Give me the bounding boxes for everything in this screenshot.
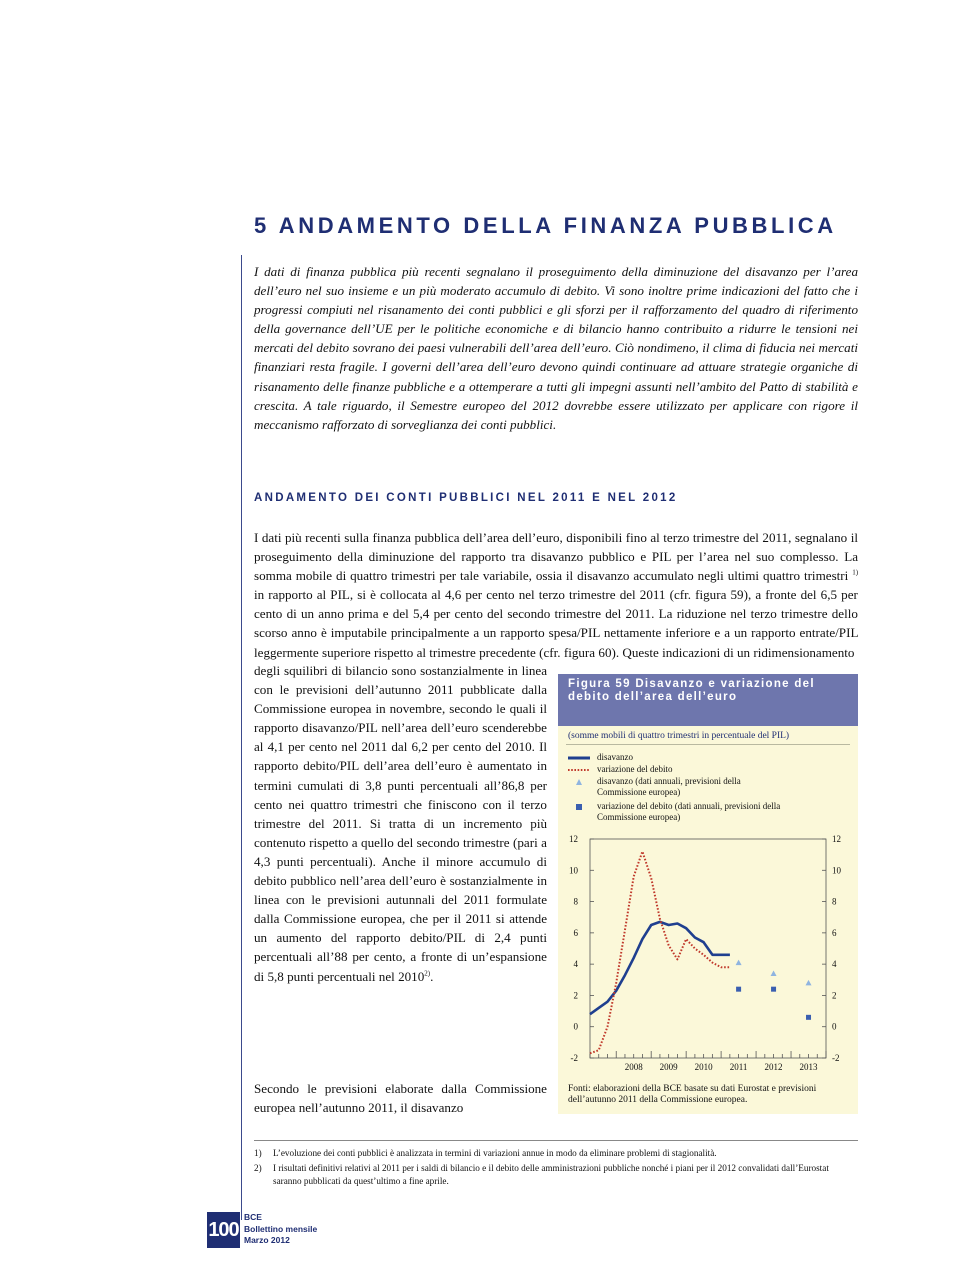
footnote-text: L’evoluzione dei conti pubblici è analizzata in termini di variazioni annue in modo da eliminare problemi di stagionalità. <box>273 1148 717 1158</box>
y-tick-label-left: 0 <box>573 1021 578 1032</box>
legend-label: variazione del debito (dati annuali, previsioni della Commissione europea) <box>597 801 781 822</box>
publisher: BCE <box>244 1212 262 1222</box>
x-tick-label: 2012 <box>764 1062 783 1072</box>
legend-square-icon <box>568 803 590 811</box>
y-tick-label-right: 8 <box>832 896 837 907</box>
legend-item-disavanzo-previsioni <box>568 776 850 800</box>
figure-59 <box>558 674 858 1114</box>
legend-solid-line-icon <box>568 754 590 762</box>
footnote-text: I risultati definitivi relativi al 2011 per i saldi di bilancio e il debito delle amministrazioni pubbliche nonché i piani per il 2012 convalidati dall’Eurostat saranno pubblicati da quest’ultimo a fine aprile. <box>273 1163 829 1186</box>
publication-info <box>244 1212 317 1247</box>
x-tick-label: 2010 <box>694 1062 713 1072</box>
y-tick-label-left: -2 <box>570 1053 578 1063</box>
marker-disavanzo-previsione <box>736 960 742 966</box>
x-tick-label: 2013 <box>799 1062 818 1072</box>
body-paragraph-2: Secondo le previsioni elaborate dalla Commissione europea nell’autunno 2011, il disavanzo <box>254 1081 547 1116</box>
legend-dotted-line-icon <box>568 766 590 774</box>
x-tick-label: 2011 <box>729 1062 748 1072</box>
legend-label: disavanzo <box>597 752 633 762</box>
publication-date: Marzo 2012 <box>244 1235 290 1245</box>
figure-subtitle: (somme mobili di quattro trimestri in percentuale del PIL) <box>568 731 790 741</box>
y-tick-label-right: 6 <box>832 927 837 938</box>
footnote-2 <box>254 1162 858 1190</box>
y-tick-label-right: 2 <box>832 990 837 1001</box>
y-tick-label-left: 2 <box>573 990 578 1001</box>
y-tick-label-left: 12 <box>569 834 578 844</box>
x-tick-label: 2008 <box>624 1062 643 1072</box>
marker-debito-previsione <box>736 987 741 992</box>
page-number: 100 <box>207 1212 240 1248</box>
y-tick-label-right: 12 <box>832 834 841 844</box>
y-tick-label-right: 0 <box>832 1021 837 1032</box>
publication-title: Bollettino mensile <box>244 1223 318 1234</box>
marker-disavanzo-previsione <box>806 980 812 986</box>
y-tick-label-left: 6 <box>573 927 578 938</box>
series-line-disavanzo <box>590 922 730 1014</box>
legend-triangle-icon <box>568 778 590 786</box>
legend-label: variazione del debito <box>597 764 673 774</box>
marker-disavanzo-previsione <box>771 971 777 977</box>
legend-label: disavanzo (dati annuali, previsioni della Commissione europea) <box>597 776 741 797</box>
figure-title: Figura 59 Disavanzo e variazione del debito dell’area dell’euro <box>568 678 815 703</box>
y-tick-label-right: -2 <box>832 1053 840 1063</box>
section-title: 5 ANDAMENTO DELLA FINANZA PUBBLICA <box>254 213 837 238</box>
y-tick-label-right: 10 <box>832 865 841 876</box>
figure-source: Fonti: elaborazioni della BCE basate su dati Eurostat e previsioni dell’autunno 2011 della Commissione europea. <box>568 1084 817 1105</box>
subsection-title: ANDAMENTO DEI CONTI PUBBLICI NEL 2011 E NEL 2012 <box>254 492 678 504</box>
body-paragraph-column: degli squilibri di bilancio sono sostanzialmente in linea con le previsioni dell’autunno 2011 pubblicate dalla Commissione europea in novembre, secondo le quali il rapporto disavanzo/PIL nell’area dell’euro scenderebbe al 4,1 per cento nel 2011 dal 6,2 per cento del 2010. Il rapporto debito/PIL dell’area dell’euro è aumentato in termini cumulati di 3,8 punti percentuali all’86,8 per cento nei quattro trimestri che finiscono con il terzo trimestre del 2011. Si tratta di un incremento più contenuto rispetto a quello del secondo trimestre (pari a 4,3 punti percentuali). Anche il minore accumulo di debito pubblico nell’area dell’euro è sostanzialmente in linea con le previsioni autunnali del 2011 formulate dalla Commissione europea, che per il 2011 si attende un aumento del rapporto debito/PIL di 2,4 punti percentuali all’88 per cento, a fronte di un’espansione di 5,8 punti percentuali nel 2010$^{2)}$. <box>254 663 548 984</box>
legend-item-disavanzo <box>568 752 850 764</box>
series-line-variazione-debito <box>590 852 730 1054</box>
legend-item-debito-previsioni <box>568 801 850 825</box>
figure-divider <box>566 744 850 745</box>
footnote-rule <box>254 1140 858 1141</box>
section-intro: I dati di finanza pubblica più recenti segnalano il proseguimento della diminuzione del disavanzo per l’area dell’euro nel suo insieme e un più moderato accumulo di debito. Vi sono inoltre prime indicazioni del fatto che i progressi compiuti nel risanamento dei conti pubblici e gli sforzi per il rafforzamento del quadro di riferimento della governance dell’UE per le politiche economiche e di bilancio hanno contribuito a ridurre le tensioni nei mercati del debito sovrano dei paesi vulnerabili dell’area dell’euro. Ciò nondimeno, il clima di fiducia nei mercati finanziari resta fragile. I governi dell’area dell’euro devono quindi continuare ad attuare strategie organiche di risanamento delle finanze pubbliche e a ottemperare a tutti gli impegni assunti nell’ambito del Patto di stabilità e crescita. A tale riguardo, il Semestre europeo del 2012 dovrebbe essere utilizzato per applicare con rigore il meccanismo rafforzato di sorveglianza dei conti pubblici. <box>254 264 858 432</box>
legend-item-variazione-debito <box>568 764 850 776</box>
y-tick-label-right: 4 <box>832 959 837 970</box>
body-paragraph-top: I dati più recenti sulla finanza pubblica dell’area dell’euro, disponibili fino al terzo trimestre del 2011, segnalano il proseguimento della diminuzione del rapporto tra disavanzo pubblico e PIL per l’area nel suo complesso. La somma mobile di quattro trimestri per tale variabile, ossia il disavanzo accumulato negli ultimi quattro trimestri $^{1)}$ in rapporto al PIL, si è collocata al 4,6 per cento nel terzo trimestre del 2011 (cfr. figura 59), a fronte del 6,5 per cento di un anno prima e del 5,4 per cento del secondo trimestre del 2011. La riduzione nel terzo trimestre dello scorso anno è imputabile principalmente a un rapporto spesa/PIL nettamente inferiore e a un rapporto entrate/PIL leggermente superiore rispetto al trimestre precedente (cfr. figura 60). Queste indicazioni di un ridimensionamento <box>254 530 859 660</box>
y-tick-label-left: 4 <box>573 959 578 970</box>
x-tick-label: 2009 <box>659 1062 678 1072</box>
marker-debito-previsione <box>771 987 776 992</box>
footnote-number: 1) <box>254 1148 262 1158</box>
y-tick-label-left: 10 <box>569 865 578 876</box>
y-tick-label-left: 8 <box>573 896 578 907</box>
chart-area <box>558 829 858 1079</box>
figure-title-bar <box>558 674 858 726</box>
footnote-number: 2) <box>254 1163 262 1173</box>
footnote-1 <box>254 1147 858 1161</box>
marker-debito-previsione <box>806 1015 811 1020</box>
margin-rule <box>241 255 242 1220</box>
